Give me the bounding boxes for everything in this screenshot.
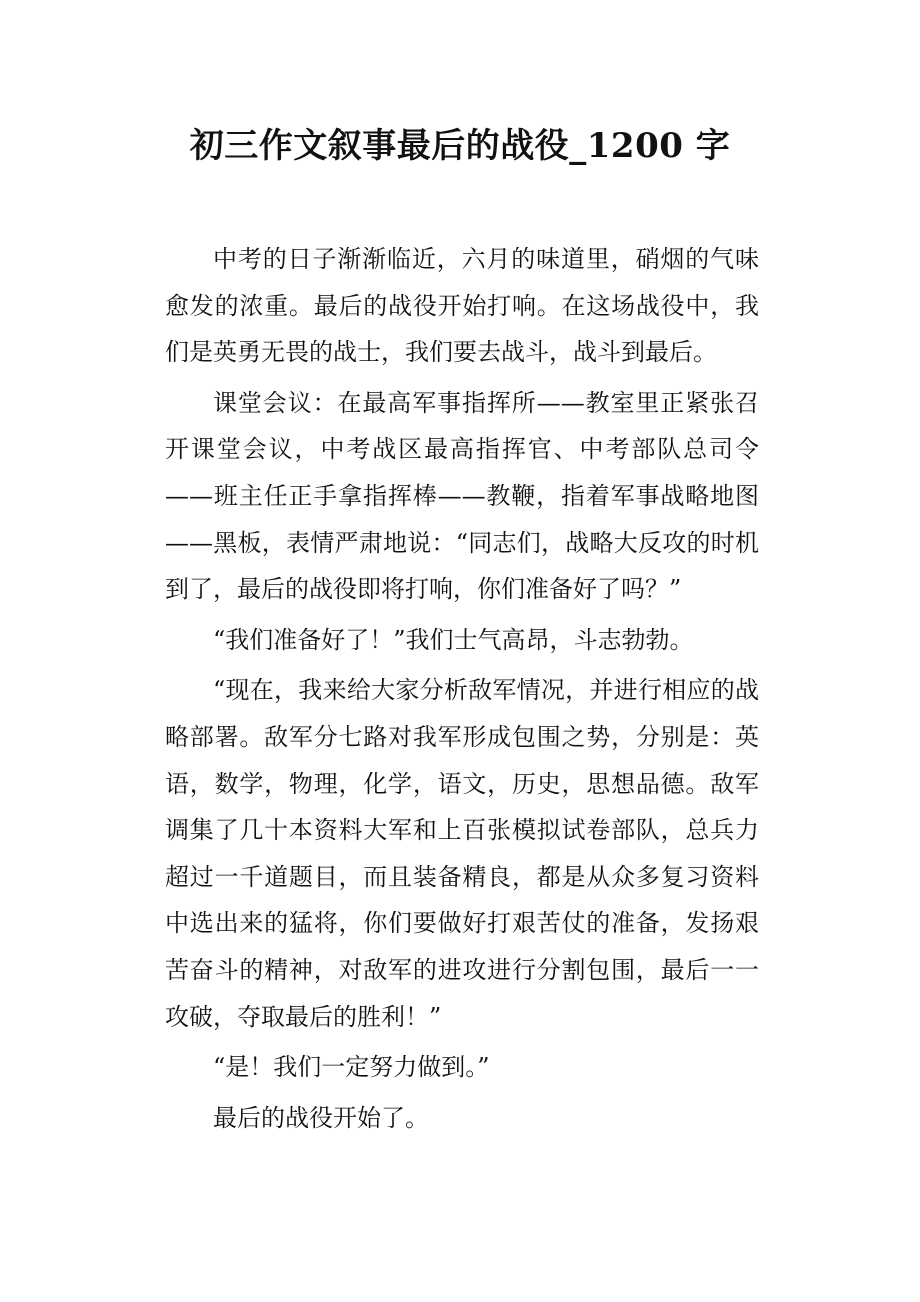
paragraph: 课堂会议：在最高军事指挥所——教室里正紧张召开课堂会议，中考战区最高指挥官、中考部队总司令——班主任正手拿指挥棒——教鞭，指着军事战略地图——黑板，表情严肃地说：“同志们，战略大反攻的时机到了，最后的战役即将打响，你们准备好了吗？” bbox=[165, 388, 759, 604]
paragraph: “是！我们一定努力做到。” bbox=[213, 1053, 490, 1082]
paragraph: 中考的日子渐渐临近，六月的味道里，硝烟的气味愈发的浓重。最后的战役开始打响。在这场战役中，我们是英勇无畏的战士，我们要去战斗，战斗到最后。 bbox=[165, 245, 759, 367]
paragraph: “现在，我来给大家分析敌军情况，并进行相应的战略部署。敌军分七路对我军形成包围之势，分别是：英语，数学，物理，化学，语文，历史，思想品德。敌军调集了几十本资料大军和上百张模拟试卷部队，总兵力超过一千道题目，而且装备精良，都是从众多复习资料中选出来的猛将，你们要做好打艰苦仗的准备，发扬艰苦奋斗的精神，对敌军的进攻进行分割包围，最后一一攻破，夺取最后的胜利！” bbox=[165, 676, 759, 1031]
paragraph: “我们准备好了！”我们士气高昂，斗志勃勃。 bbox=[213, 625, 694, 654]
paragraph: 最后的战役开始了。 bbox=[213, 1103, 429, 1132]
document-body bbox=[165, 236, 759, 1145]
document-title: 初三作文叙事最后的战役_1200 字 bbox=[189, 126, 731, 166]
